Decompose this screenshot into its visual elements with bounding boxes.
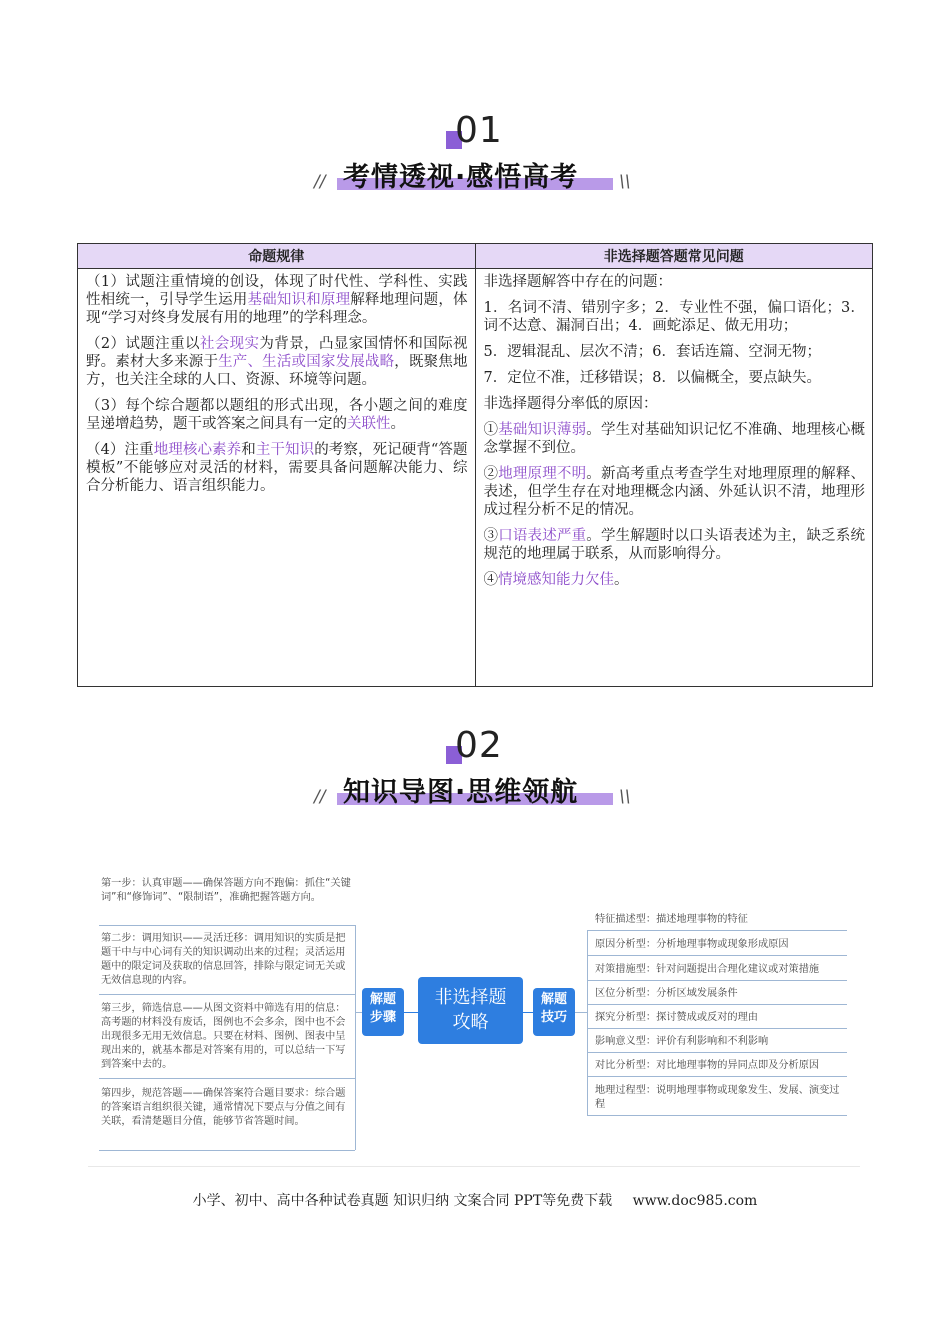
step-underline (99, 1078, 355, 1079)
paragraph-text: 为背景，凸显家国情怀和国际视野。素材大多来源于 (86, 336, 468, 370)
paragraph-text: 。新高考重点考查学生对地理原理的解释、表述，但学生存在对地理概念内涵、外延认识不清，地理形成过程分析不足的情况。 (483, 466, 866, 518)
tip-underline (587, 1028, 847, 1029)
tip-underline (587, 980, 847, 981)
paragraph-text: （4）注重 (86, 442, 154, 458)
left-connector (355, 1012, 362, 1013)
step-item: 第四步，规范答题——确保答案符合题目要求：综合题的答案语言组织很关键，通常情况下要点与分值之间有关联，看清楚题目分值，能够节省答题时间。 (101, 1088, 346, 1127)
footer (0, 1190, 950, 1210)
highlight-text: 口语表述严重 (498, 528, 587, 544)
header-left: 命题规律 (78, 244, 476, 269)
step-item: 第一步：认真审题——确保答题方向不跑偏：抓住“关键词”和“修饰词”、“限制语”，准确把握答题方向。 (101, 878, 351, 903)
section-number: 02 (455, 725, 503, 766)
header-right: 非选择题答题常见问题 (475, 244, 873, 269)
paragraph-text: 7．定位不准，迁移错误；8．以偏概全，要点缺失。 (483, 370, 821, 386)
center-connector-left (404, 1012, 418, 1013)
tip-item: 对比分析型：对比地理事物的异同点即及分析原因 (595, 1060, 820, 1071)
highlight-text: 基础知识薄弱 (498, 422, 587, 438)
tip-item: 地理过程型：说明地理事物或现象发生、发展、演变过程 (595, 1085, 840, 1110)
tip-underline (587, 1115, 847, 1116)
right-bracket (587, 930, 588, 1115)
paragraph-text: 1．名词不清、错别字多；2．专业性不强，偏口语化；3．词不达意、漏洞百出；4．画蛇添足、做无用功； (483, 300, 865, 334)
tip-underline (587, 1076, 847, 1077)
footer-text: 小学、初中、高中各种试卷真题 知识归纳 文案合同 PPT等免费下载 (192, 1193, 613, 1209)
paragraph-text: 。 (390, 416, 405, 432)
step-item: 第二步：调用知识——灵活迁移：调用知识的实质是把题干中与中心词有关的知识调动出来的过程；灵活运用题中的限定词及获取的信息回答，排除与限定词无关或无效信息现的内容。 (101, 933, 346, 986)
tip-item: 影响意义型：评价有利影响和不利影响 (595, 1036, 769, 1047)
tip-underline (587, 930, 847, 931)
paragraph-text: 。学生对基础知识记忆不准确、地理核心概念掌握不到位。 (483, 422, 866, 456)
slash-right-icon: \\ (619, 172, 631, 192)
paragraph-text: ① (483, 422, 499, 438)
tip-item: 特征描述型：描述地理事物的特征 (595, 914, 748, 925)
tip-underline (587, 955, 847, 956)
paragraph-text: 非选择题得分率低的原因： (483, 396, 658, 412)
highlight-text: 主干知识 (255, 442, 315, 458)
step-item: 第三步，筛选信息——从图文资料中筛选有用的信息：高考题的材料没有废话，图例也不会多余，图中也不会出现很多无用无效信息。只要在材料、图例、图表中呈现出来的，就基本都是对答案有用的，可以总结一下写到答案中去的。 (101, 1003, 346, 1070)
paragraph-text: ③ (483, 528, 499, 544)
center-connector-right (523, 1012, 533, 1013)
tip-underline (587, 1004, 847, 1005)
slash-left-icon: // (314, 172, 326, 192)
highlight-text: 生产、生活或国家发展战略 (218, 354, 395, 370)
left-branch-label (362, 988, 404, 1036)
highlight-text: 关联性 (347, 416, 391, 432)
paragraph-text: 的考察，死记硬背“答题模板”不能够应对灵活的材料，需要具备问题解决能力、综合分析能力、语言组织能力。 (86, 442, 468, 494)
paragraph-text: 。 (614, 572, 629, 588)
step-underline (99, 994, 355, 995)
highlight-text: 地理原理不明 (498, 466, 587, 482)
paragraph-text: （3）每个综合题都以题组的形式出现，各小题之间的难度呈递增趋势，题干或答案之间具有一定的 (86, 398, 468, 432)
slash-left-icon: // (314, 787, 326, 807)
highlight-text: 基础知识和原理 (247, 292, 351, 308)
tip-item: 探究分析型：探讨赞成或反对的理由 (595, 1012, 758, 1023)
paragraph-text: 非选择题解答中存在的问题： (483, 274, 672, 290)
step-underline (99, 925, 355, 926)
tip-item: 对策措施型：针对问题提出合理化建议或对策措施 (595, 964, 820, 975)
right-branch-text: 解题技巧 (540, 992, 567, 1025)
mindmap-bottom-divider (88, 1166, 860, 1167)
paragraph-text: ② (483, 466, 499, 482)
slash-right-icon: \\ (619, 787, 631, 807)
left-branch-text: 解题步骤 (369, 992, 396, 1025)
step-underline (99, 1150, 355, 1151)
section-number: 01 (455, 110, 503, 151)
tip-underline (587, 1052, 847, 1053)
highlight-text: 情境感知能力欠佳 (498, 572, 614, 588)
paragraph-text: ，既聚焦地方，也关注全球的人口、资源、环境等问题。 (86, 354, 468, 388)
section-title: 知识导图·思维领航 (343, 777, 579, 808)
highlight-text: 地理核心素养 (153, 442, 242, 458)
center-node (418, 977, 523, 1044)
tip-item: 区位分析型：分析区域发展条件 (595, 988, 738, 999)
paragraph-text: 和 (241, 442, 256, 458)
paragraph-text: （1）试题注重情境的创设，体现了时代性、学科性、实践性相统一，引导学生运用 (86, 274, 468, 308)
footer-url[interactable]: www.doc985.com (632, 1193, 758, 1209)
right-connector (575, 1012, 587, 1013)
paragraph-text: ④ (483, 572, 498, 588)
right-branch-label (533, 988, 575, 1036)
paragraph-text: 解释地理问题，体现“学习对终身发展有用的地理”的学科理念。 (86, 292, 468, 326)
highlight-text: 社会现实 (199, 336, 260, 352)
paragraph-text: 。学生解题时以口头语表述为主，缺乏系统规范的地理属于联系，从而影响得分。 (483, 528, 866, 562)
center-node-text: 非选择题攻略 (434, 987, 507, 1033)
tip-item: 原因分析型：分析地理事物或现象形成原因 (595, 939, 789, 950)
paragraph-text: 5．逻辑混乱、层次不清；6．套话连篇、空洞无物； (483, 344, 821, 360)
left-bracket (355, 925, 356, 1150)
section-title: 考情透视·感悟高考 (343, 162, 579, 193)
paragraph-text: （2）试题注重以 (86, 336, 200, 352)
